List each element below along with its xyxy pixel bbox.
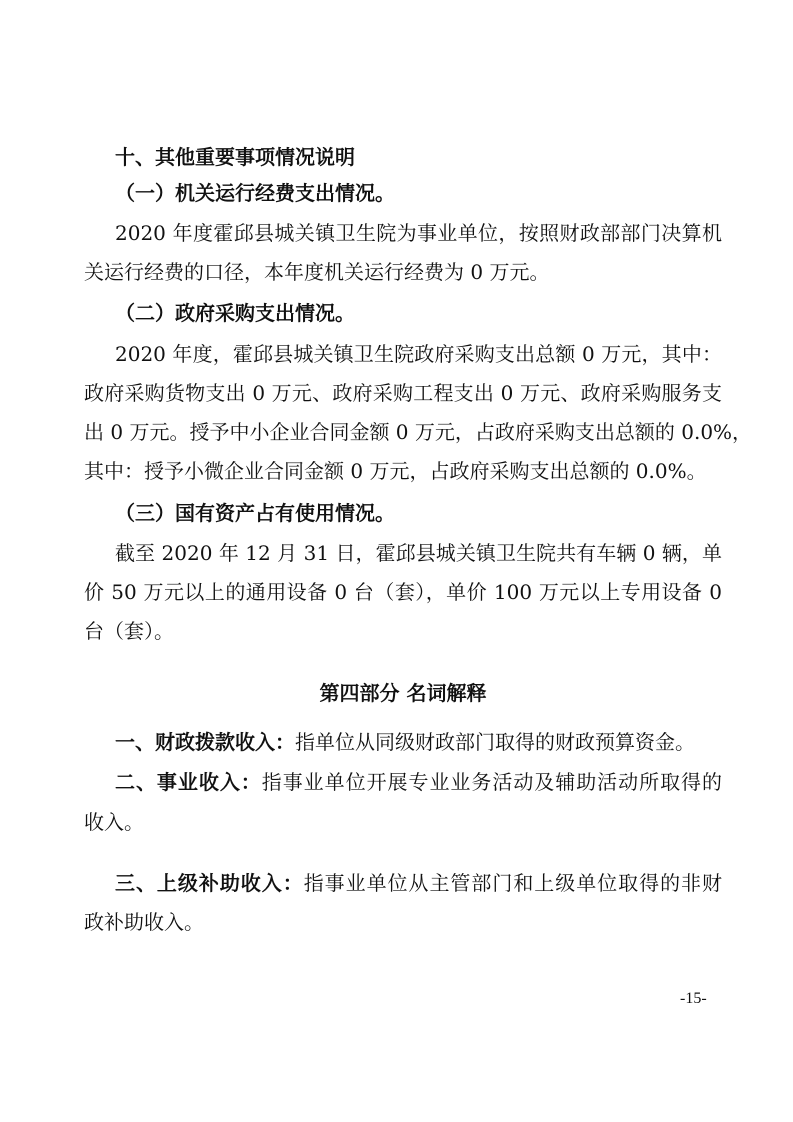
- subsection-1-heading: （一）机关运行经费支出情况。: [115, 181, 395, 205]
- paragraph-line: 截至 2020 年 12 月 31 日，霍邱县城关镇卫生院共有车辆 0 辆，单: [115, 541, 722, 565]
- paragraph-line: 其中：授予小微企业合同金额 0 万元，占政府采购支出总额的 0.0%。: [84, 459, 707, 483]
- section-10-heading: 十、其他重要事项情况说明: [115, 145, 355, 169]
- definition-text: 指事业单位开展专业业务活动及辅助活动所取得的: [261, 770, 722, 794]
- paragraph-line: 2020 年度霍邱县城关镇卫生院为事业单位，按照财政部部门决算机: [115, 221, 722, 245]
- part-4-title: 第四部分 名词解释: [319, 681, 487, 705]
- definition-text: 指单位从同级财政部门取得的财政预算资金。: [295, 730, 695, 754]
- definition-term: 二、事业收入：: [115, 770, 262, 794]
- definition-item: [115, 729, 722, 755]
- definition-text: 指事业单位从主管部门和上级单位取得的非财: [303, 871, 723, 895]
- paragraph-line: 出 0 万元。授予中小企业合同金额 0 万元，占政府采购支出总额的 0.0%，: [84, 420, 753, 444]
- subsection-3-heading: （三）国有资产占有使用情况。: [115, 501, 395, 525]
- definition-term: 一、财政拨款收入：: [115, 730, 295, 754]
- definition-item: [115, 870, 722, 896]
- paragraph-line: 关运行经费的口径，本年度机关运行经费为 0 万元。: [84, 260, 550, 284]
- paragraph-line: 价 50 万元以上的通用设备 0 台（套），单价 100 万元以上专用设备 0: [84, 580, 722, 604]
- page-number: -15-: [680, 990, 707, 1007]
- paragraph-line: 台（套）。: [84, 619, 174, 643]
- definition-term: 三、上级补助收入：: [115, 871, 304, 895]
- definition-item: [115, 769, 722, 795]
- subsection-2-heading: （二）政府采购支出情况。: [115, 301, 355, 325]
- paragraph-line: 政府采购货物支出 0 万元、政府采购工程支出 0 万元、政府采购服务支: [84, 381, 722, 405]
- paragraph-line: 2020 年度，霍邱县城关镇卫生院政府采购支出总额 0 万元，其中：: [115, 342, 722, 366]
- definition-line: 政补助收入。: [84, 910, 204, 934]
- definition-line: 收入。: [84, 810, 144, 834]
